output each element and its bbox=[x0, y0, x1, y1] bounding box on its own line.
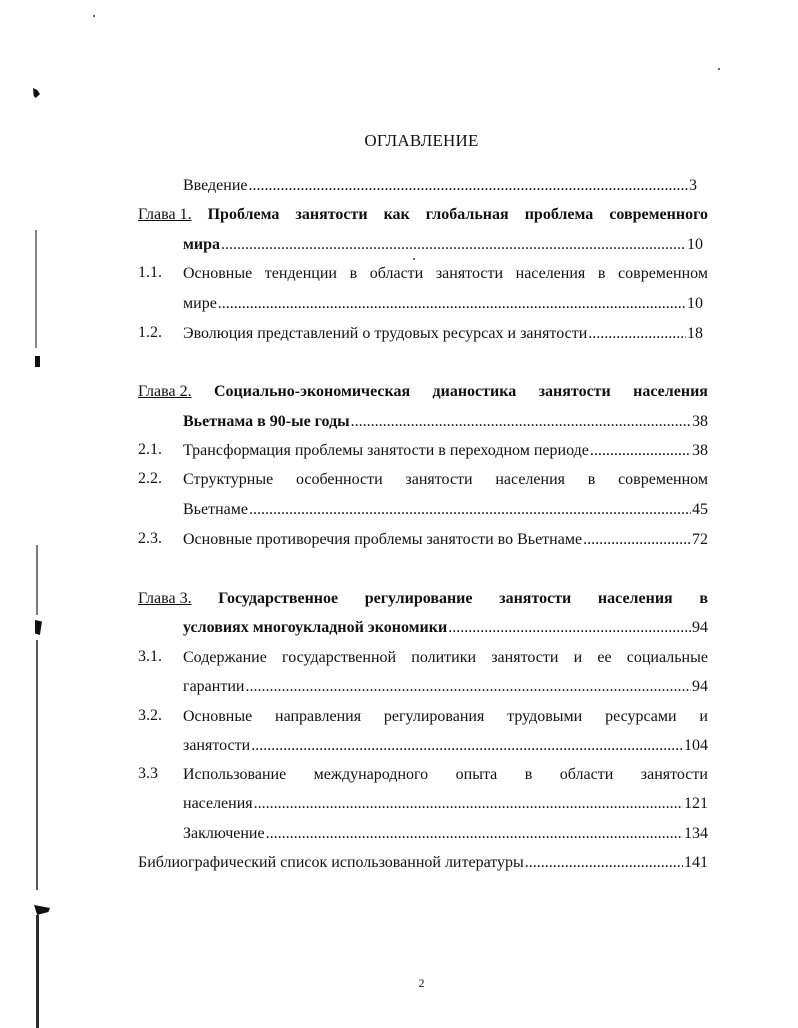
section-number: 1.2. bbox=[138, 324, 162, 341]
toc-label: населения bbox=[183, 795, 253, 812]
toc-label: гарантии bbox=[183, 678, 245, 695]
word: глобальная bbox=[425, 206, 509, 223]
toc-label: Основные противоречия проблемы занятости во Вьетнаме bbox=[183, 531, 583, 548]
word: занятости bbox=[499, 590, 572, 607]
toc-section-3-2-line-2 bbox=[183, 736, 708, 756]
word: Содержание bbox=[183, 649, 267, 666]
word: современном bbox=[618, 471, 708, 488]
toc-section-2-1 bbox=[183, 441, 708, 461]
section-number: 1.1. bbox=[138, 264, 162, 281]
toc-label: Заключение bbox=[183, 825, 265, 842]
scan-edge-line bbox=[35, 230, 37, 348]
word: регулирование bbox=[364, 590, 473, 607]
word: области bbox=[369, 265, 424, 282]
word: Социально-экономическая bbox=[213, 383, 411, 400]
toc-title: ОГЛАВЛЕНИЕ bbox=[364, 131, 479, 150]
toc-page: 72 bbox=[692, 531, 708, 548]
scan-artifact bbox=[35, 620, 42, 635]
leader-dots bbox=[218, 294, 686, 314]
scan-artifact bbox=[34, 905, 50, 915]
toc-section-3-2-line-1 bbox=[183, 707, 708, 727]
chapter-prefix: Глава 2. bbox=[138, 383, 192, 400]
toc-entry-conclusion bbox=[183, 824, 708, 844]
toc-page: 134 bbox=[684, 825, 708, 842]
scan-speck bbox=[413, 258, 415, 260]
word: Структурные bbox=[183, 471, 274, 488]
word: занятости bbox=[405, 471, 473, 488]
toc-page: 10 bbox=[687, 295, 703, 312]
word: занятости bbox=[491, 649, 559, 666]
toc-label: Введение bbox=[183, 177, 248, 194]
word: занятости bbox=[538, 383, 611, 400]
word: Использование bbox=[183, 766, 287, 783]
toc-page: 3 bbox=[689, 177, 697, 194]
toc-entry-intro bbox=[183, 176, 697, 196]
toc-section-2-3 bbox=[183, 530, 708, 550]
word: Основные bbox=[183, 708, 253, 725]
section-number: 3.3 bbox=[138, 765, 158, 782]
toc-section-3-1-line-1 bbox=[183, 648, 708, 668]
word: опыта bbox=[455, 766, 498, 783]
word: особенности bbox=[295, 471, 383, 488]
leader-dots bbox=[448, 618, 691, 638]
toc-label: Библиографический список использованной литературы bbox=[138, 854, 524, 871]
toc-section-1-1-line-2 bbox=[183, 294, 703, 314]
toc-chapter-1-line-1 bbox=[138, 205, 708, 225]
leader-dots bbox=[249, 176, 689, 196]
word: в bbox=[587, 471, 596, 488]
toc-chapter-3-line-2 bbox=[183, 618, 708, 638]
scan-edge-line bbox=[36, 545, 38, 615]
leader-dots bbox=[588, 324, 686, 344]
word: населения bbox=[515, 265, 586, 282]
leader-dots bbox=[249, 500, 691, 520]
toc-section-1-2 bbox=[183, 324, 703, 344]
toc-section-1-1-line-1 bbox=[183, 264, 708, 284]
section-number: 2.3. bbox=[138, 530, 162, 547]
word: Основные bbox=[183, 265, 253, 282]
word: тенденции bbox=[264, 265, 337, 282]
word: направления bbox=[275, 708, 362, 725]
toc-label: Трансформация проблемы занятости в переходном периоде bbox=[183, 442, 589, 459]
word: Проблема bbox=[207, 206, 280, 223]
chapter-prefix: Глава 1. bbox=[138, 206, 192, 223]
leader-dots bbox=[525, 853, 683, 873]
word: занятости bbox=[640, 766, 708, 783]
toc-chapter-3-line-1 bbox=[138, 589, 708, 609]
chapter-prefix: Глава 3. bbox=[138, 590, 192, 607]
word: и bbox=[573, 649, 583, 666]
toc-section-3-3-line-1 bbox=[183, 765, 708, 785]
word: Государственное bbox=[218, 590, 339, 607]
word: ее bbox=[597, 649, 612, 666]
toc-label: Вьетнама в 90-ые годы bbox=[183, 413, 350, 430]
word: современного bbox=[609, 206, 708, 223]
toc-page: 121 bbox=[684, 795, 708, 812]
word: социальные bbox=[626, 649, 708, 666]
section-number: 2.1. bbox=[138, 441, 162, 458]
toc-section-3-1-line-2 bbox=[183, 677, 708, 697]
toc-entry-bibliography bbox=[138, 853, 708, 873]
word: в bbox=[524, 766, 533, 783]
toc-chapter-2-line-1 bbox=[138, 382, 708, 402]
toc-page: 104 bbox=[684, 737, 708, 754]
toc-label: условиях многоукладной экономики bbox=[183, 619, 448, 636]
toc-page: 141 bbox=[684, 854, 708, 871]
scan-speck bbox=[718, 68, 720, 70]
word: дианостика bbox=[432, 383, 517, 400]
section-number: 3.2. bbox=[138, 707, 162, 724]
word: государственной bbox=[282, 649, 397, 666]
toc-label: занятости bbox=[183, 737, 251, 754]
word: населения bbox=[597, 590, 673, 607]
toc-page: 94 bbox=[692, 678, 708, 695]
toc-section-2-2-line-2 bbox=[183, 500, 708, 520]
toc-page: 10 bbox=[687, 236, 703, 253]
leader-dots bbox=[245, 677, 691, 697]
word: населения bbox=[633, 383, 708, 400]
toc-label: Вьетнаме bbox=[183, 501, 248, 518]
leader-dots bbox=[351, 412, 691, 432]
section-number: 3.1. bbox=[138, 648, 162, 665]
word: области bbox=[559, 766, 614, 783]
toc-label: мире bbox=[183, 295, 217, 312]
leader-dots bbox=[251, 736, 683, 756]
leader-dots bbox=[266, 824, 683, 844]
scan-edge-line bbox=[36, 915, 39, 1028]
page-number: 2 bbox=[418, 976, 425, 990]
word: трудовыми bbox=[507, 708, 583, 725]
toc-chapter-2-line-2 bbox=[183, 412, 708, 432]
word: международного bbox=[313, 766, 429, 783]
word: в bbox=[597, 265, 606, 282]
toc-page: 38 bbox=[692, 442, 708, 459]
word: в bbox=[349, 265, 358, 282]
word: и bbox=[699, 708, 708, 725]
word: ресурсами bbox=[605, 708, 677, 725]
toc-label: Эволюция представлений о трудовых ресурсах и занятости bbox=[183, 325, 588, 342]
toc-label: мира bbox=[183, 236, 221, 253]
leader-dots bbox=[583, 530, 691, 550]
word: занятости bbox=[435, 265, 504, 282]
toc-page: 45 bbox=[692, 501, 708, 518]
leader-dots bbox=[221, 235, 686, 255]
section-number: 2.2. bbox=[138, 470, 162, 487]
word: как bbox=[383, 206, 410, 223]
word: современном bbox=[618, 265, 708, 282]
leader-dots bbox=[254, 794, 683, 814]
scan-speck bbox=[93, 15, 95, 17]
toc-page: 38 bbox=[692, 413, 708, 430]
word: политики bbox=[411, 649, 477, 666]
word: в bbox=[699, 590, 708, 607]
toc-page: 94 bbox=[692, 619, 708, 636]
toc-section-2-2-line-1 bbox=[183, 470, 708, 490]
word: занятости bbox=[295, 206, 368, 223]
word: регулирования bbox=[383, 708, 485, 725]
scan-artifact bbox=[35, 356, 40, 367]
toc-chapter-1-line-2 bbox=[183, 235, 703, 255]
leader-dots bbox=[590, 441, 691, 461]
scan-edge-line bbox=[36, 640, 38, 890]
toc-page: 18 bbox=[687, 325, 703, 342]
toc-section-3-3-line-2 bbox=[183, 794, 708, 814]
scan-artifact bbox=[33, 88, 40, 98]
word: населения bbox=[495, 471, 565, 488]
word: проблема bbox=[524, 206, 594, 223]
